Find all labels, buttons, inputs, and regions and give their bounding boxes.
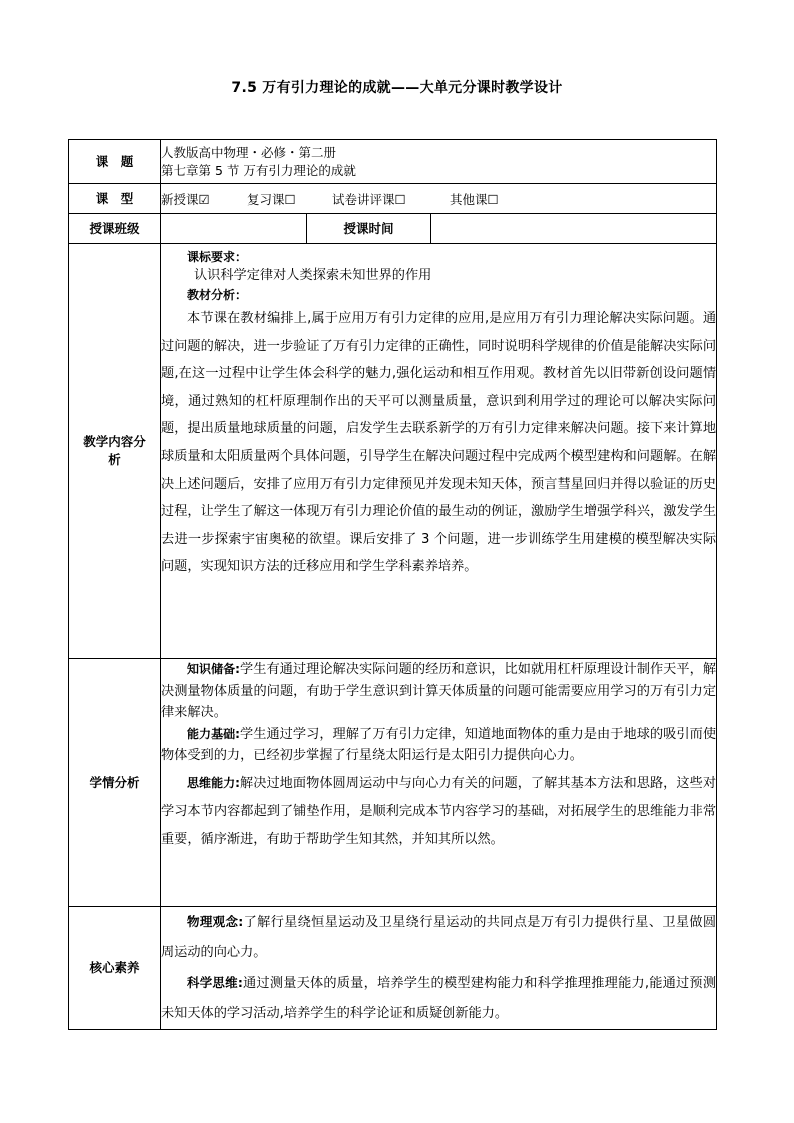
cell-core-literacy bbox=[161, 907, 717, 1030]
cell-content-analysis bbox=[161, 244, 717, 659]
physics-concept-heading: 物理观念: bbox=[187, 914, 244, 929]
lesson-plan-table bbox=[68, 139, 717, 1030]
row-content-analysis bbox=[69, 244, 717, 659]
label-learner-analysis: 学情分析 bbox=[69, 659, 161, 907]
row-learner-analysis bbox=[69, 659, 717, 907]
cell-learner-analysis bbox=[161, 659, 717, 907]
document-title: 7.5 万有引力理论的成就——大单元分课时教学设计 bbox=[231, 80, 563, 96]
thinking-text: 解决过地面物体圆周运动中与向心力有关的问题，了解其基本方法和思路，这些对学习本节内容都起到了铺垫作用，是顺利完成本节内容学习的基础，对拓展学生的思维能力非常重要，循序渐进，有助于帮助学生知其然，并知其所以然。 bbox=[161, 775, 717, 847]
row-topic bbox=[69, 140, 717, 184]
ability-paragraph bbox=[161, 724, 716, 767]
option-other-lesson[interactable]: 其他课☐ bbox=[450, 191, 499, 207]
label-topic: 课 题 bbox=[69, 140, 161, 184]
scientific-thinking-heading: 科学思维: bbox=[187, 975, 243, 990]
physics-concept-paragraph bbox=[161, 907, 716, 968]
time-value[interactable] bbox=[431, 214, 717, 244]
thinking-paragraph bbox=[161, 769, 716, 854]
scientific-thinking-text: 通过测量天体的质量，培养学生的模型建构能力和科学推理推理能力,能通过预测未知天体的学习活动,培养学生的科学论证和质疑创新能力。 bbox=[161, 976, 717, 1021]
label-content-line-2: 析 bbox=[108, 452, 121, 467]
ability-text: 学生通过学习，理解了万有引力定律，知道地面物体的重力是由于地球的吸引而使物体受到的力，已经初步掌握了行星绕太阳运行是太阳引力提供向心力。 bbox=[161, 726, 717, 763]
row-type bbox=[69, 184, 717, 214]
knowledge-heading: 知识储备: bbox=[187, 662, 240, 676]
analysis-heading: 教材分析： bbox=[187, 288, 248, 302]
ability-heading: 能力基础: bbox=[187, 726, 240, 741]
option-review-lesson[interactable]: 复习课☐ bbox=[247, 191, 296, 207]
option-exam-review-lesson[interactable]: 试卷讲评课☐ bbox=[332, 191, 406, 207]
knowledge-text: 学生有通过理论解决实际问题的经历和意识，比如就用杠杆原理设计制作天平，解决测量物体质量的问题，有助于学生意识到计算天体质量的问题可能需要应用学习的万有引力定律来解决。 bbox=[161, 662, 717, 720]
cell-type-options bbox=[161, 184, 717, 214]
label-core-literacy: 核心素养 bbox=[69, 907, 161, 1030]
physics-concept-text: 了解行星绕恒星运动及卫星绕行星运动的共同点是万有引力提供行星、卫星做圆周运动的向心力。 bbox=[161, 915, 717, 960]
label-time: 授课时间 bbox=[307, 214, 431, 244]
knowledge-paragraph bbox=[161, 659, 716, 724]
row-core-literacy bbox=[69, 907, 717, 1030]
cell-topic bbox=[161, 140, 717, 184]
standard-text: 认识科学定律对人类探索未知世界的作用 bbox=[194, 268, 432, 283]
row-class bbox=[69, 214, 717, 244]
class-value[interactable] bbox=[161, 214, 307, 244]
scientific-thinking-paragraph bbox=[161, 968, 716, 1029]
standard-heading: 课标要求： bbox=[187, 250, 248, 264]
topic-line-1: 人教版高中物理・必修・第二册 bbox=[161, 144, 337, 160]
label-class: 授课班级 bbox=[69, 214, 161, 244]
label-content-analysis bbox=[69, 244, 161, 659]
analysis-text: 本节课在教材编排上,属于应用万有引力定律的应用,是应用万有引力理论解决实际问题。通过问题的解决，进一步验证了万有引力定律的正确性，同时说明科学规律的价值是能解决实际问题,在这一过程中让学生体会科学的魅力,强化运动和相互作用观。教材首先以旧带新创设问题情境，通过熟知的杠杆原理制作出的天平可以测量质量，意识到利用学过的理论可以解决实际问题，提出质量地球质量的问题，启发学生去联系新学的万有引力定律来解决问题。接下来计算地球质量和太阳质量两个具体问题，引导学生在解决问题过程中完成两个模型建构和问题解。在解决上述问题后，安排了应用万有引力定律预见并发现未知天体，预言彗星回归并得以验证的历史过程，让学生了解这一体现万有引力理论价值的最生动的例证，激励学生增强学科兴，激发学生去进一步探索宇宙奥秘的欲望。课后安排了 3 个问题，进一步训练学生用建模的模型解决实际问题，实现知识方法的迁移应用和学生学科素养培养。 bbox=[161, 311, 717, 575]
topic-line-2: 第七章第 5 节 万有引力理论的成就 bbox=[161, 162, 356, 178]
thinking-heading: 思维能力: bbox=[187, 775, 240, 790]
label-content-line-1: 教学内容分 bbox=[83, 434, 146, 449]
label-type: 课 型 bbox=[69, 184, 161, 214]
option-new-lesson[interactable]: 新授课☑ bbox=[161, 191, 210, 207]
